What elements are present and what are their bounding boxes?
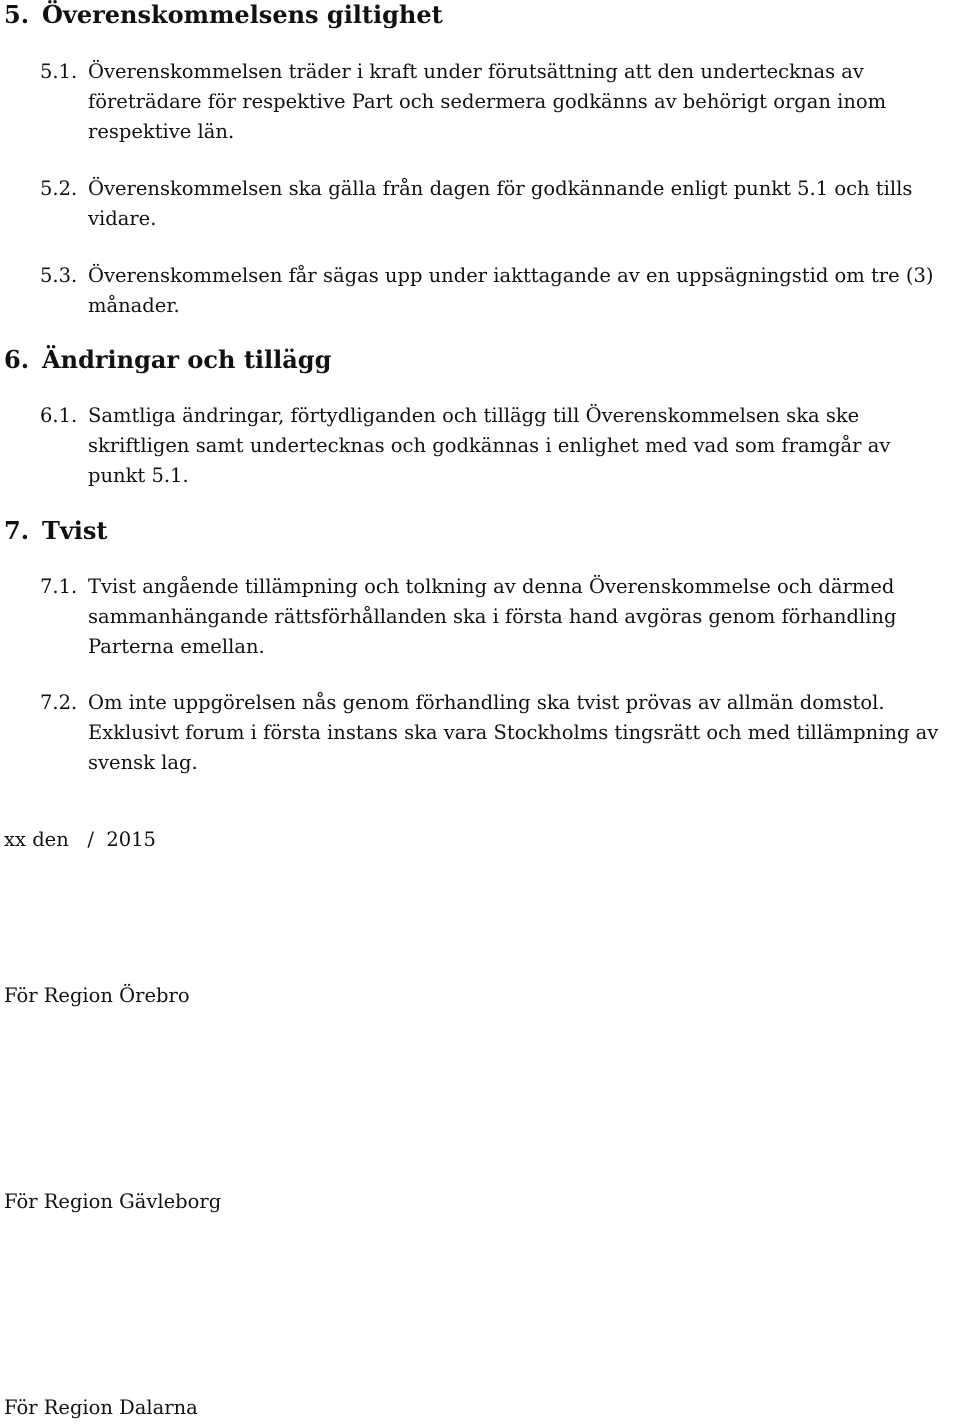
section-number: 6. [4, 345, 30, 374]
signer-region-gavleborg: För Region Gävleborg [4, 1190, 222, 1213]
clause-number: 5.2. [40, 177, 78, 200]
section-number: 7. [4, 516, 30, 545]
signature-date-line: xx den / 2015 [4, 828, 156, 851]
clause-6-1 [40, 401, 948, 491]
clause-text: Överenskommelsen ska gälla från dagen för godkännande enligt punkt 5.1 och tills vidare. [88, 177, 913, 230]
section-number: 5. [4, 0, 30, 29]
clause-text: Samtliga ändringar, förtydliganden och tillägg till Överenskommelsen ska ske skriftligen samt undertecknas och godkännas i enlighet med vad som framgår av punkt 5.1. [88, 404, 891, 487]
clause-number: 6.1. [40, 404, 78, 427]
clause-5-2 [40, 174, 948, 234]
section-7-heading [4, 516, 108, 546]
section-title: Tvist [42, 516, 108, 545]
signer-region-dalarna: För Region Dalarna [4, 1396, 198, 1419]
clause-5-1 [40, 57, 948, 147]
section-title: Överenskommelsens giltighet [42, 0, 443, 29]
clause-number: 7.2. [40, 691, 78, 714]
section-6-heading [4, 345, 331, 375]
section-5-heading [4, 0, 443, 30]
clause-5-3 [40, 261, 948, 321]
clause-number: 7.1. [40, 575, 78, 598]
clause-text: Om inte uppgörelsen nås genom förhandling ska tvist prövas av allmän domstol. Exklusivt forum i första instans ska vara Stockholms tingsrätt och med tillämpning av svensk lag. [88, 691, 939, 774]
clause-text: Överenskommelsen träder i kraft under förutsättning att den undertecknas av företrädare för respektive Part och sedermera godkänns av behörigt organ inom respektive län. [88, 60, 887, 143]
section-title: Ändringar och tillägg [42, 345, 332, 374]
clause-number: 5.3. [40, 264, 78, 287]
clause-number: 5.1. [40, 60, 78, 83]
signer-region-orebro: För Region Örebro [4, 984, 190, 1007]
clause-text: Tvist angående tillämpning och tolkning av denna Överenskommelse och därmed sammanhängande rättsförhållanden ska i första hand avgöras genom förhandling Parterna emellan. [88, 575, 897, 658]
clause-7-1 [40, 572, 948, 662]
clause-text: Överenskommelsen får sägas upp under iakttagande av en uppsägningstid om tre (3) månader. [88, 264, 934, 317]
clause-7-2 [40, 688, 948, 778]
